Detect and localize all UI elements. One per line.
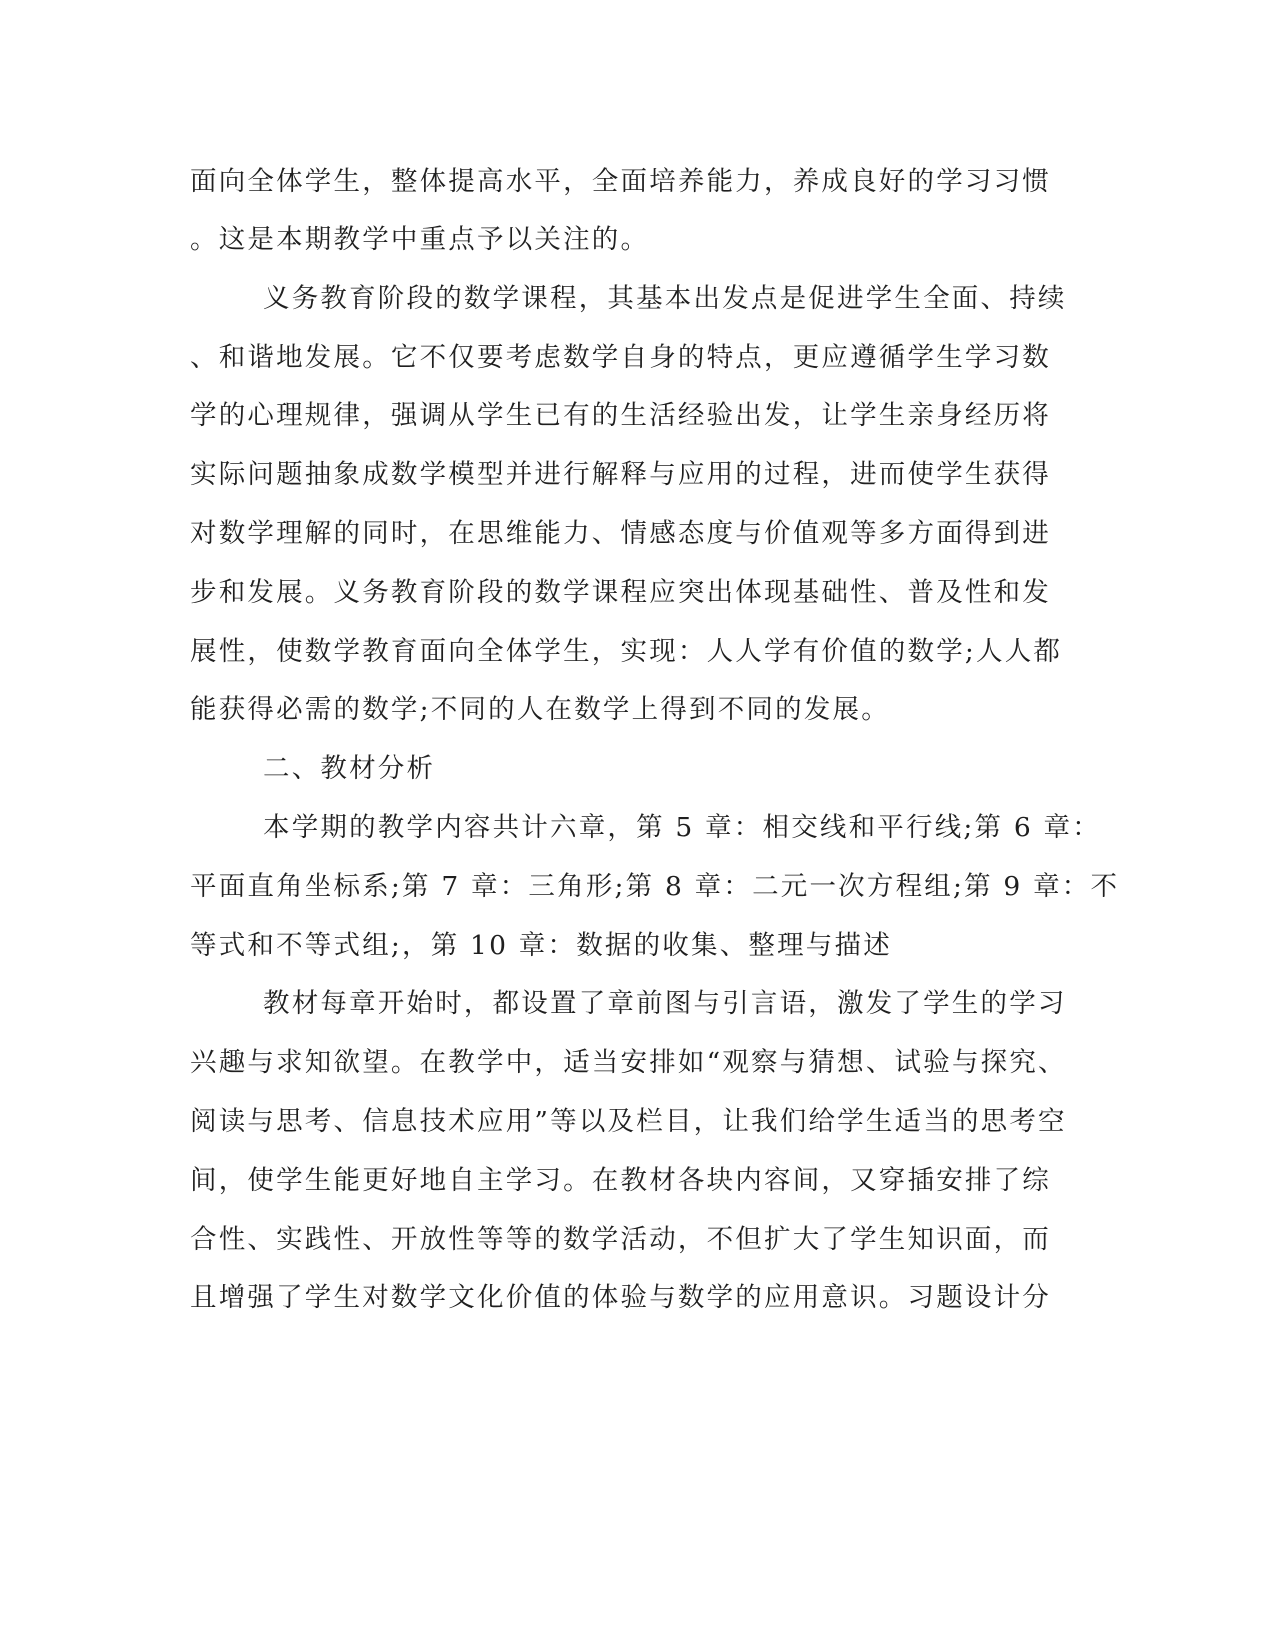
text-line: 对数学理解的同时，在思维能力、情感态度与价值观等多方面得到进 <box>190 518 1051 549</box>
text-line: 平面直角坐标系;第 7 章：三角形;第 8 章：二元一次方程组;第 9 章：不 <box>190 871 1120 902</box>
text-line: 兴趣与求知欲望。在教学中，适当安排如“观察与猜想、试验与探究、 <box>190 1047 1067 1078</box>
paragraph-first-line: 义务教育阶段的数学课程，其基本出发点是促进学生全面、持续 <box>263 283 1067 314</box>
text-line: 且增强了学生对数学文化价值的体验与数学的应用意识。习题设计分 <box>190 1282 1051 1313</box>
text-line: 能获得必需的数学;不同的人在数学上得到不同的发展。 <box>190 694 890 725</box>
text-line: 学的心理规律，强调从学生已有的生活经验出发，让学生亲身经历将 <box>190 400 1051 431</box>
text-line: 、和谐地发展。它不仅要考虑数学自身的特点，更应遵循学生学习数 <box>190 342 1051 373</box>
text-line: 展性，使数学教育面向全体学生，实现：人人学有价值的数学;人人都 <box>190 636 1063 667</box>
section-heading: 二、教材分析 <box>263 753 436 784</box>
text-line: 间，使学生能更好地自主学习。在教材各块内容间，又穿插安排了综 <box>190 1165 1051 1196</box>
text-line: 阅读与思考、信息技术应用”等以及栏目，让我们给学生适当的思考空 <box>190 1106 1067 1137</box>
text-line: 实际问题抽象成数学模型并进行解释与应用的过程，进而使学生获得 <box>190 459 1051 490</box>
paragraph-first-line: 教材每章开始时，都设置了章前图与引言语，激发了学生的学习 <box>263 988 1067 1019</box>
text-line: 合性、实践性、开放性等等的数学活动，不但扩大了学生知识面，而 <box>190 1224 1051 1255</box>
text-line: 等式和不等式组;，第 10 章：数据的收集、整理与描述 <box>190 930 892 961</box>
paragraph-first-line: 本学期的教学内容共计六章，第 5 章：相交线和平行线;第 6 章： <box>263 812 1101 843</box>
text-line: 。这是本期教学中重点予以关注的。 <box>190 224 650 255</box>
text-line: 面向全体学生，整体提高水平，全面培养能力，养成良好的学习习惯 <box>190 166 1051 197</box>
text-line: 步和发展。义务教育阶段的数学课程应突出体现基础性、普及性和发 <box>190 577 1051 608</box>
